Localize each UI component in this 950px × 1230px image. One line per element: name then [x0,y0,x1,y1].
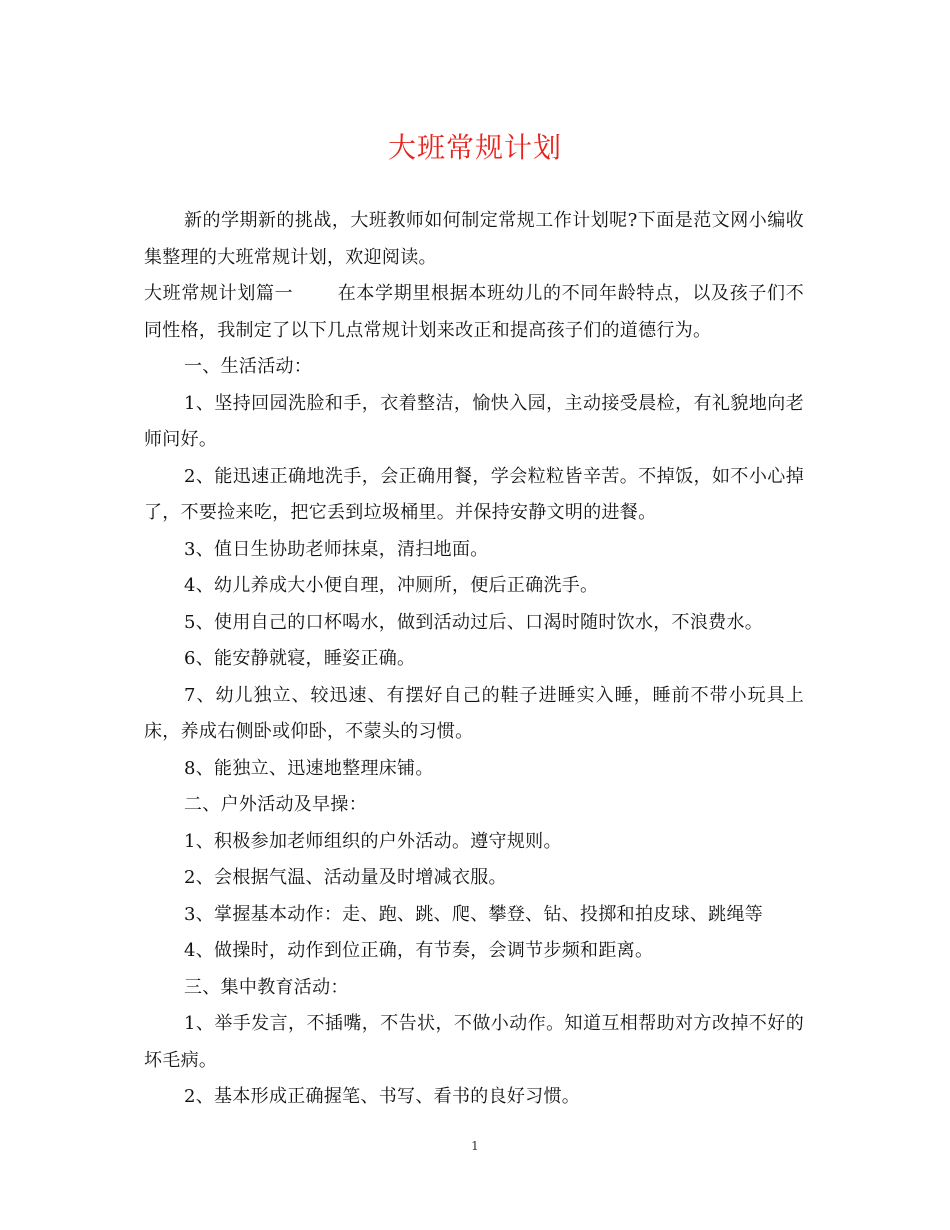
outdoor-item-1: 1、积极参加老师组织的户外活动。遵守规则。 [184,830,562,852]
life-item-5: 5、使用自己的口杯喝水，做到活动过后、口渴时随时饮水，不浪费水。 [184,611,764,633]
life-item-7: 7、幼儿独立、较迅速、有摆好自己的鞋子进睡实入睡，睡前不带小玩具上床，养成右侧卧或仰卧，不蒙头的习惯。 [144,684,804,742]
life-item-4: 4、幼儿养成大小便自理，冲厕所，便后正确洗手。 [184,575,599,596]
section-paragraph [144,276,804,349]
life-item-1: 1、坚持回园洗脸和手，衣着整洁，愉快入园，主动接受晨检，有礼貌地向老师问好。 [144,392,804,450]
life-item-6: 6、能安静就寝，睡姿正确。 [184,648,416,669]
life-item-8: 8、能独立、迅速地整理床铺。 [184,757,434,779]
intro-paragraph: 新的学期新的挑战，大班教师如何制定常规工作计划呢?下面是范文网小编收集整理的大班常规计划，欢迎阅读。 [144,210,804,268]
document-title: 大班常规计划 [387,131,562,164]
heading-life-activities: 一、生活活动： [184,356,313,377]
education-item-1: 1、举手发言，不插嘴，不告状，不做小动作。知道互相帮助对方改掉不好的坏毛病。 [144,1013,804,1071]
heading-group-education: 三、集中教育活动： [184,976,349,998]
section-text: 在本学期里根据本班幼儿的不同年龄特点，以及孩子们不同性格，我制定了以下几点常规计划来改正和提高孩子们的道德行为。 [144,283,805,341]
life-item-3: 3、值日生协助老师抹桌，清扫地面。 [184,538,489,560]
outdoor-item-3: 3、掌握基本动作：走、跑、跳、爬、攀登、钻、投掷和拍皮球、跳绳等 [184,903,764,925]
education-item-2: 2、基本形成正确握笔、书写、看书的良好习惯。 [184,1086,581,1107]
section-label: 大班常规计划篇一 [144,283,294,304]
document-body [144,203,804,1116]
page-number: 1 [471,1139,479,1153]
outdoor-item-2: 2、会根据气温、活动量及时增减衣服。 [184,867,507,888]
outdoor-item-4: 4、做操时，动作到位正确，有节奏，会调节步频和距离。 [184,940,654,961]
life-item-2: 2、能迅速正确地洗手，会正确用餐，学会粒粒皆辛苦。不掉饭，如不小心掉了，不要捡来吃，把它丢到垃圾桶里。并保持安静文明的进餐。 [144,465,804,523]
heading-outdoor-activities: 二、户外活动及早操： [184,794,367,815]
